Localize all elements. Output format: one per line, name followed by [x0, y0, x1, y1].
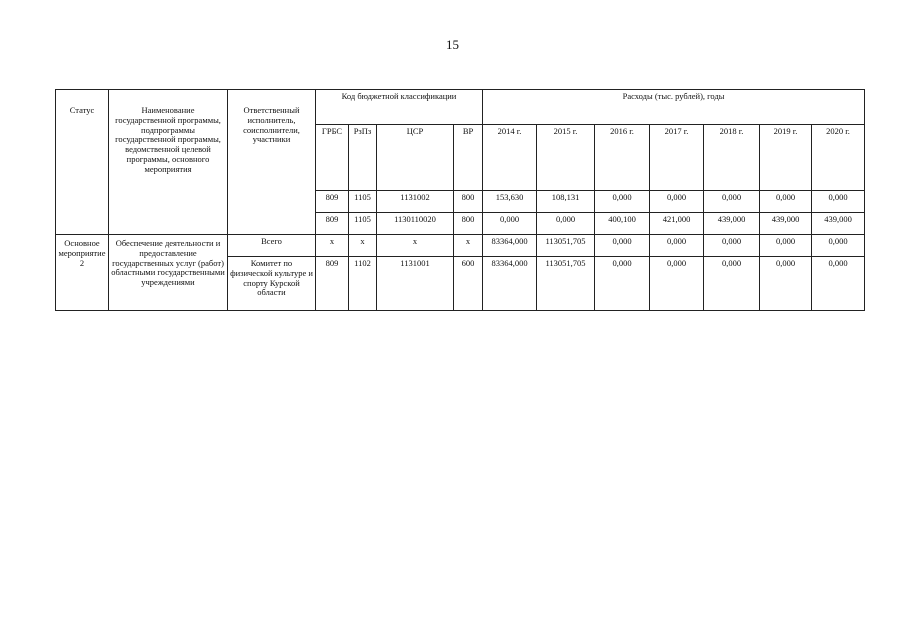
- cell-value: 0,000: [704, 257, 760, 311]
- header-grbs: ГРБС: [316, 125, 349, 191]
- cell-csr: 1131002: [377, 191, 454, 213]
- table-row: [56, 235, 865, 257]
- cell-rzpz: x: [349, 235, 377, 257]
- cell-value: 0,000: [704, 191, 760, 213]
- header-year: 2016 г.: [595, 125, 650, 191]
- cell-csr: x: [377, 235, 454, 257]
- cell-value: 421,000: [650, 213, 704, 235]
- cell-grbs: 809: [316, 191, 349, 213]
- cell-value: 0,000: [760, 257, 812, 311]
- header-year: 2015 г.: [537, 125, 595, 191]
- header-year: 2020 г.: [812, 125, 865, 191]
- header-year: 2014 г.: [483, 125, 537, 191]
- cell-csr: 1131001: [377, 257, 454, 311]
- cell-executor: Всего: [228, 235, 316, 257]
- cell-value: 0,000: [650, 257, 704, 311]
- header-year: 2019 г.: [760, 125, 812, 191]
- cell-vr: 800: [454, 191, 483, 213]
- cell-value: 0,000: [595, 235, 650, 257]
- cell-value: 0,000: [595, 191, 650, 213]
- cell-value: 0,000: [650, 191, 704, 213]
- cell-value: 439,000: [760, 213, 812, 235]
- cell-value: 0,000: [812, 191, 865, 213]
- cell-value: 0,000: [812, 257, 865, 311]
- budget-table: [55, 89, 865, 311]
- cell-status: Основное мероприятие 2: [56, 235, 109, 311]
- header-status: Статус: [56, 90, 109, 235]
- header-executor: Ответственный исполнитель, соисполнители, участники: [228, 90, 316, 235]
- cell-rzpz: 1105: [349, 191, 377, 213]
- cell-csr: 1130110020: [377, 213, 454, 235]
- page-number: 15: [446, 37, 459, 52]
- cell-rzpz: 1102: [349, 257, 377, 311]
- cell-value: 83364,000: [483, 235, 537, 257]
- cell-grbs: 809: [316, 213, 349, 235]
- header-year: 2017 г.: [650, 125, 704, 191]
- header-vr: ВР: [454, 125, 483, 191]
- header-csr: ЦСР: [377, 125, 454, 191]
- cell-grbs: 809: [316, 257, 349, 311]
- cell-value: 83364,000: [483, 257, 537, 311]
- cell-value: 113051,705: [537, 257, 595, 311]
- cell-value: 0,000: [483, 213, 537, 235]
- cell-executor: Комитет по физической культуре и спорту Курской области: [228, 257, 316, 311]
- header-row-1: [56, 90, 865, 125]
- header-program-name: Наименование государственной программы, подпрограммы государственной программы, ведомственной целевой программы, основного мероприятия: [109, 90, 228, 235]
- cell-value: 0,000: [595, 257, 650, 311]
- cell-value: 0,000: [704, 235, 760, 257]
- cell-value: 153,630: [483, 191, 537, 213]
- cell-value: 0,000: [650, 235, 704, 257]
- header-rzpz: РзПз: [349, 125, 377, 191]
- cell-value: 439,000: [704, 213, 760, 235]
- cell-program-name: Обеспечение деятельности и предоставление государственных услуг (работ) областными государственными учреждениями: [109, 235, 228, 311]
- header-year: 2018 г.: [704, 125, 760, 191]
- cell-vr: 600: [454, 257, 483, 311]
- cell-value: 400,100: [595, 213, 650, 235]
- cell-vr: x: [454, 235, 483, 257]
- cell-value: 0,000: [537, 213, 595, 235]
- cell-value: 108,131: [537, 191, 595, 213]
- cell-value: 439,000: [812, 213, 865, 235]
- header-expenses: Расходы (тыс. рублей), годы: [483, 90, 865, 125]
- cell-value: 113051,705: [537, 235, 595, 257]
- cell-value: 0,000: [760, 191, 812, 213]
- cell-rzpz: 1105: [349, 213, 377, 235]
- header-budget-code: Код бюджетной классификации: [316, 90, 483, 125]
- cell-grbs: x: [316, 235, 349, 257]
- cell-value: 0,000: [760, 235, 812, 257]
- cell-value: 0,000: [812, 235, 865, 257]
- cell-vr: 800: [454, 213, 483, 235]
